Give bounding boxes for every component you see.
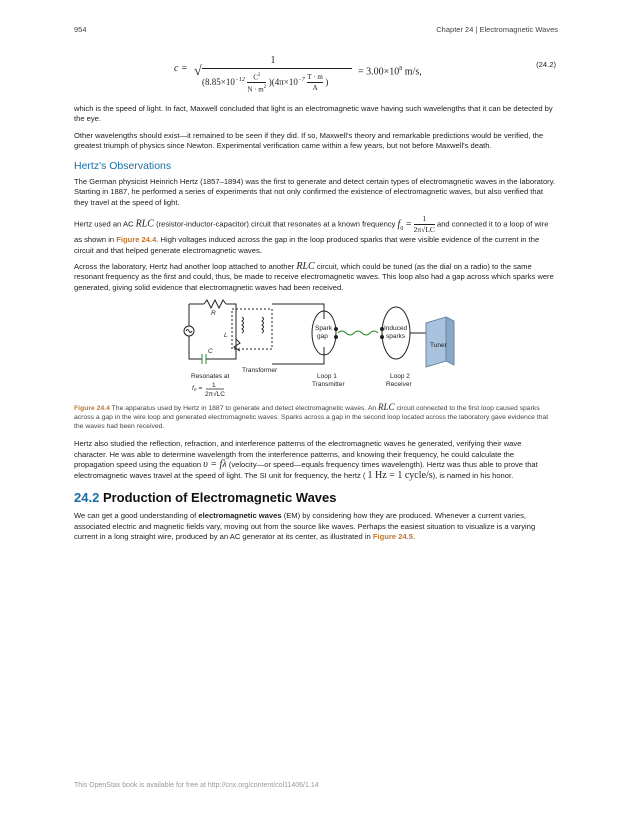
resonates-label: Resonates at [191, 373, 230, 381]
equation-number: (24.2) [536, 60, 556, 69]
capacitor-symbol [202, 354, 206, 364]
spark-gap-terminal [335, 328, 338, 331]
transformer-label: Transformer [242, 367, 278, 375]
section-heading-24-2: 24.2 Production of Electromagnetic Waves [74, 489, 337, 505]
inductor-secondary [262, 317, 264, 333]
loop1-label-b: Transmitter [312, 381, 345, 389]
induced-label-1: Induced [384, 325, 408, 333]
tuner-side [446, 317, 454, 365]
label-l: L [224, 332, 228, 340]
paragraph-7: We can get a good understanding of electromagnetic waves (EM) by considering how they are produced. Whenever a current varies, associated electric and magnetic fields vary, moving out from the source like waves. Perhaps the easiest situation to visualize is a varying current in a long straight wire, produced by an AC generator at its center, as illustrated in Figure 24.5. [74, 511, 536, 542]
paragraph-6: Hertz also studied the reflection, refraction, and interference patterns of the electromagnetic waves he generated, verifying their wave character. He was able to determine wavelength from the interference patterns, and knowing their frequency, he could calculate the propagation speed using the equation υ = fλ (velocity—or speed—equals frequency times wavelength). Hertz was thus able to prove that electromagnetic waves travel at the speed of light. The SI unit for frequency, the hertz ( 1 Hz = 1 cycle/s), is named in his honor. [74, 439, 538, 481]
paragraph-5: Across the laboratory, Hertz had another loop attached to another RLC circuit, which could be tuned (as the dial on a radio) to the same resonant frequency as the first and could, thus, be made to receive electromagnetic waves. This loop also had a gap across which sparks were generated, giving solid evidence that electromagnetic waves had been received. [74, 261, 554, 292]
em-wave-icon [338, 331, 378, 335]
loop1-label-a: Loop 1 [317, 373, 337, 381]
f0-den: 2π√LC [205, 391, 225, 399]
figure-24-4 [74, 299, 556, 399]
chapter-title: Chapter 24 | Electromagnetic Waves [436, 25, 558, 34]
eq-numerator: 1 [270, 55, 276, 66]
paragraph-3: The German physicist Heinrich Hertz (1857–1894) was the first to generate and detect certain types of electromagnetic waves in the laboratory. Starting in 1887, he performed a series of experiments that not only confirmed the existence of electromagnetic waves, but also verified that they travel at the speed of light. [74, 177, 556, 207]
paragraph-1: which is the speed of light. In fact, Maxwell concluded that light is an electromagnetic wave having such wavelengths that it can be detected by the eye. [74, 104, 553, 124]
section-heading-hertz: Hertz's Observations [74, 159, 172, 172]
f0-num: 1 [212, 382, 216, 390]
eq-denominator: √ ($8.85\times 10^{-12}$ $\frac{C^2}{N \cdot m^2}$ )($4\pi\times 10^{-7}$ $\frac{T \cdot m}{A}$ ) [202, 68, 352, 95]
equation-24-2 [74, 52, 556, 100]
sqrt-symbol: √ [194, 64, 202, 79]
label-r: R [211, 310, 216, 318]
figure-24-5-link[interactable]: Figure 24.5 [372, 532, 413, 542]
paragraph-4: Hertz used an AC RLC (resistor-inductor-capacitor) circuit that resonates at a known frequency $f_0$ = $\frac{1}{2\pi√LC}$ and connected it to a loop of wire as shown in Figure 24.4. High voltages induced across the gap in the loop produced sparks that were visible evidence of the current in the circuit and that helped generate electromagnetic waves. [74, 214, 549, 255]
spark-gap-label-2: gap [317, 333, 328, 341]
inductor-primary [242, 317, 244, 333]
loop2-label-a: Loop 2 [390, 373, 410, 381]
label-c: C [208, 348, 213, 356]
induced-spark-terminal-2 [381, 336, 384, 339]
induced-label-2: sparks [386, 333, 406, 341]
paragraph-2: Other wavelengths should exist—it remained to be seen if they did. If so, Maxwell's theory and remarkable predictions would be verified, the greatest triumph of physics since Newton. Experimental verification came within a few years, but not before Maxwell's death. [74, 130, 544, 151]
spark-gap-label-1: Spark [315, 325, 332, 333]
hertz-apparatus-diagram [74, 299, 556, 399]
transformer-core [232, 309, 272, 349]
eq-lhs: c = [174, 63, 188, 74]
figure-24-4-link[interactable]: Figure 24.4 [116, 235, 157, 245]
footer-note: This OpenStax book is available for free at http://cnx.org/content/col11406/1.14 [74, 782, 319, 789]
figure-24-4-caption: Figure 24.4 The apparatus used by Hertz in 1887 to generate and detect electromagnetic waves. An RLC circuit connected to the first loop caused sparks across a gap in the wire loop and generated electromagnetic waves. Sparks across a gap in the second loop located across the laboratory gave evidence that the waves had been received. [74, 402, 549, 431]
eq-rhs: = $3.00\times 10^8$ m/s, [358, 66, 422, 78]
eq-fraction [194, 56, 352, 95]
rlc-circuit [184, 300, 426, 364]
loop2-label-b: Receiver [386, 381, 412, 389]
spark-gap-terminal-2 [335, 336, 338, 339]
tuner-label: Tuner [430, 342, 447, 350]
page-content [74, 52, 556, 549]
resistor-symbol [204, 300, 226, 308]
page-number: 954 [74, 25, 87, 34]
f0-label: f₀ = [192, 385, 203, 393]
